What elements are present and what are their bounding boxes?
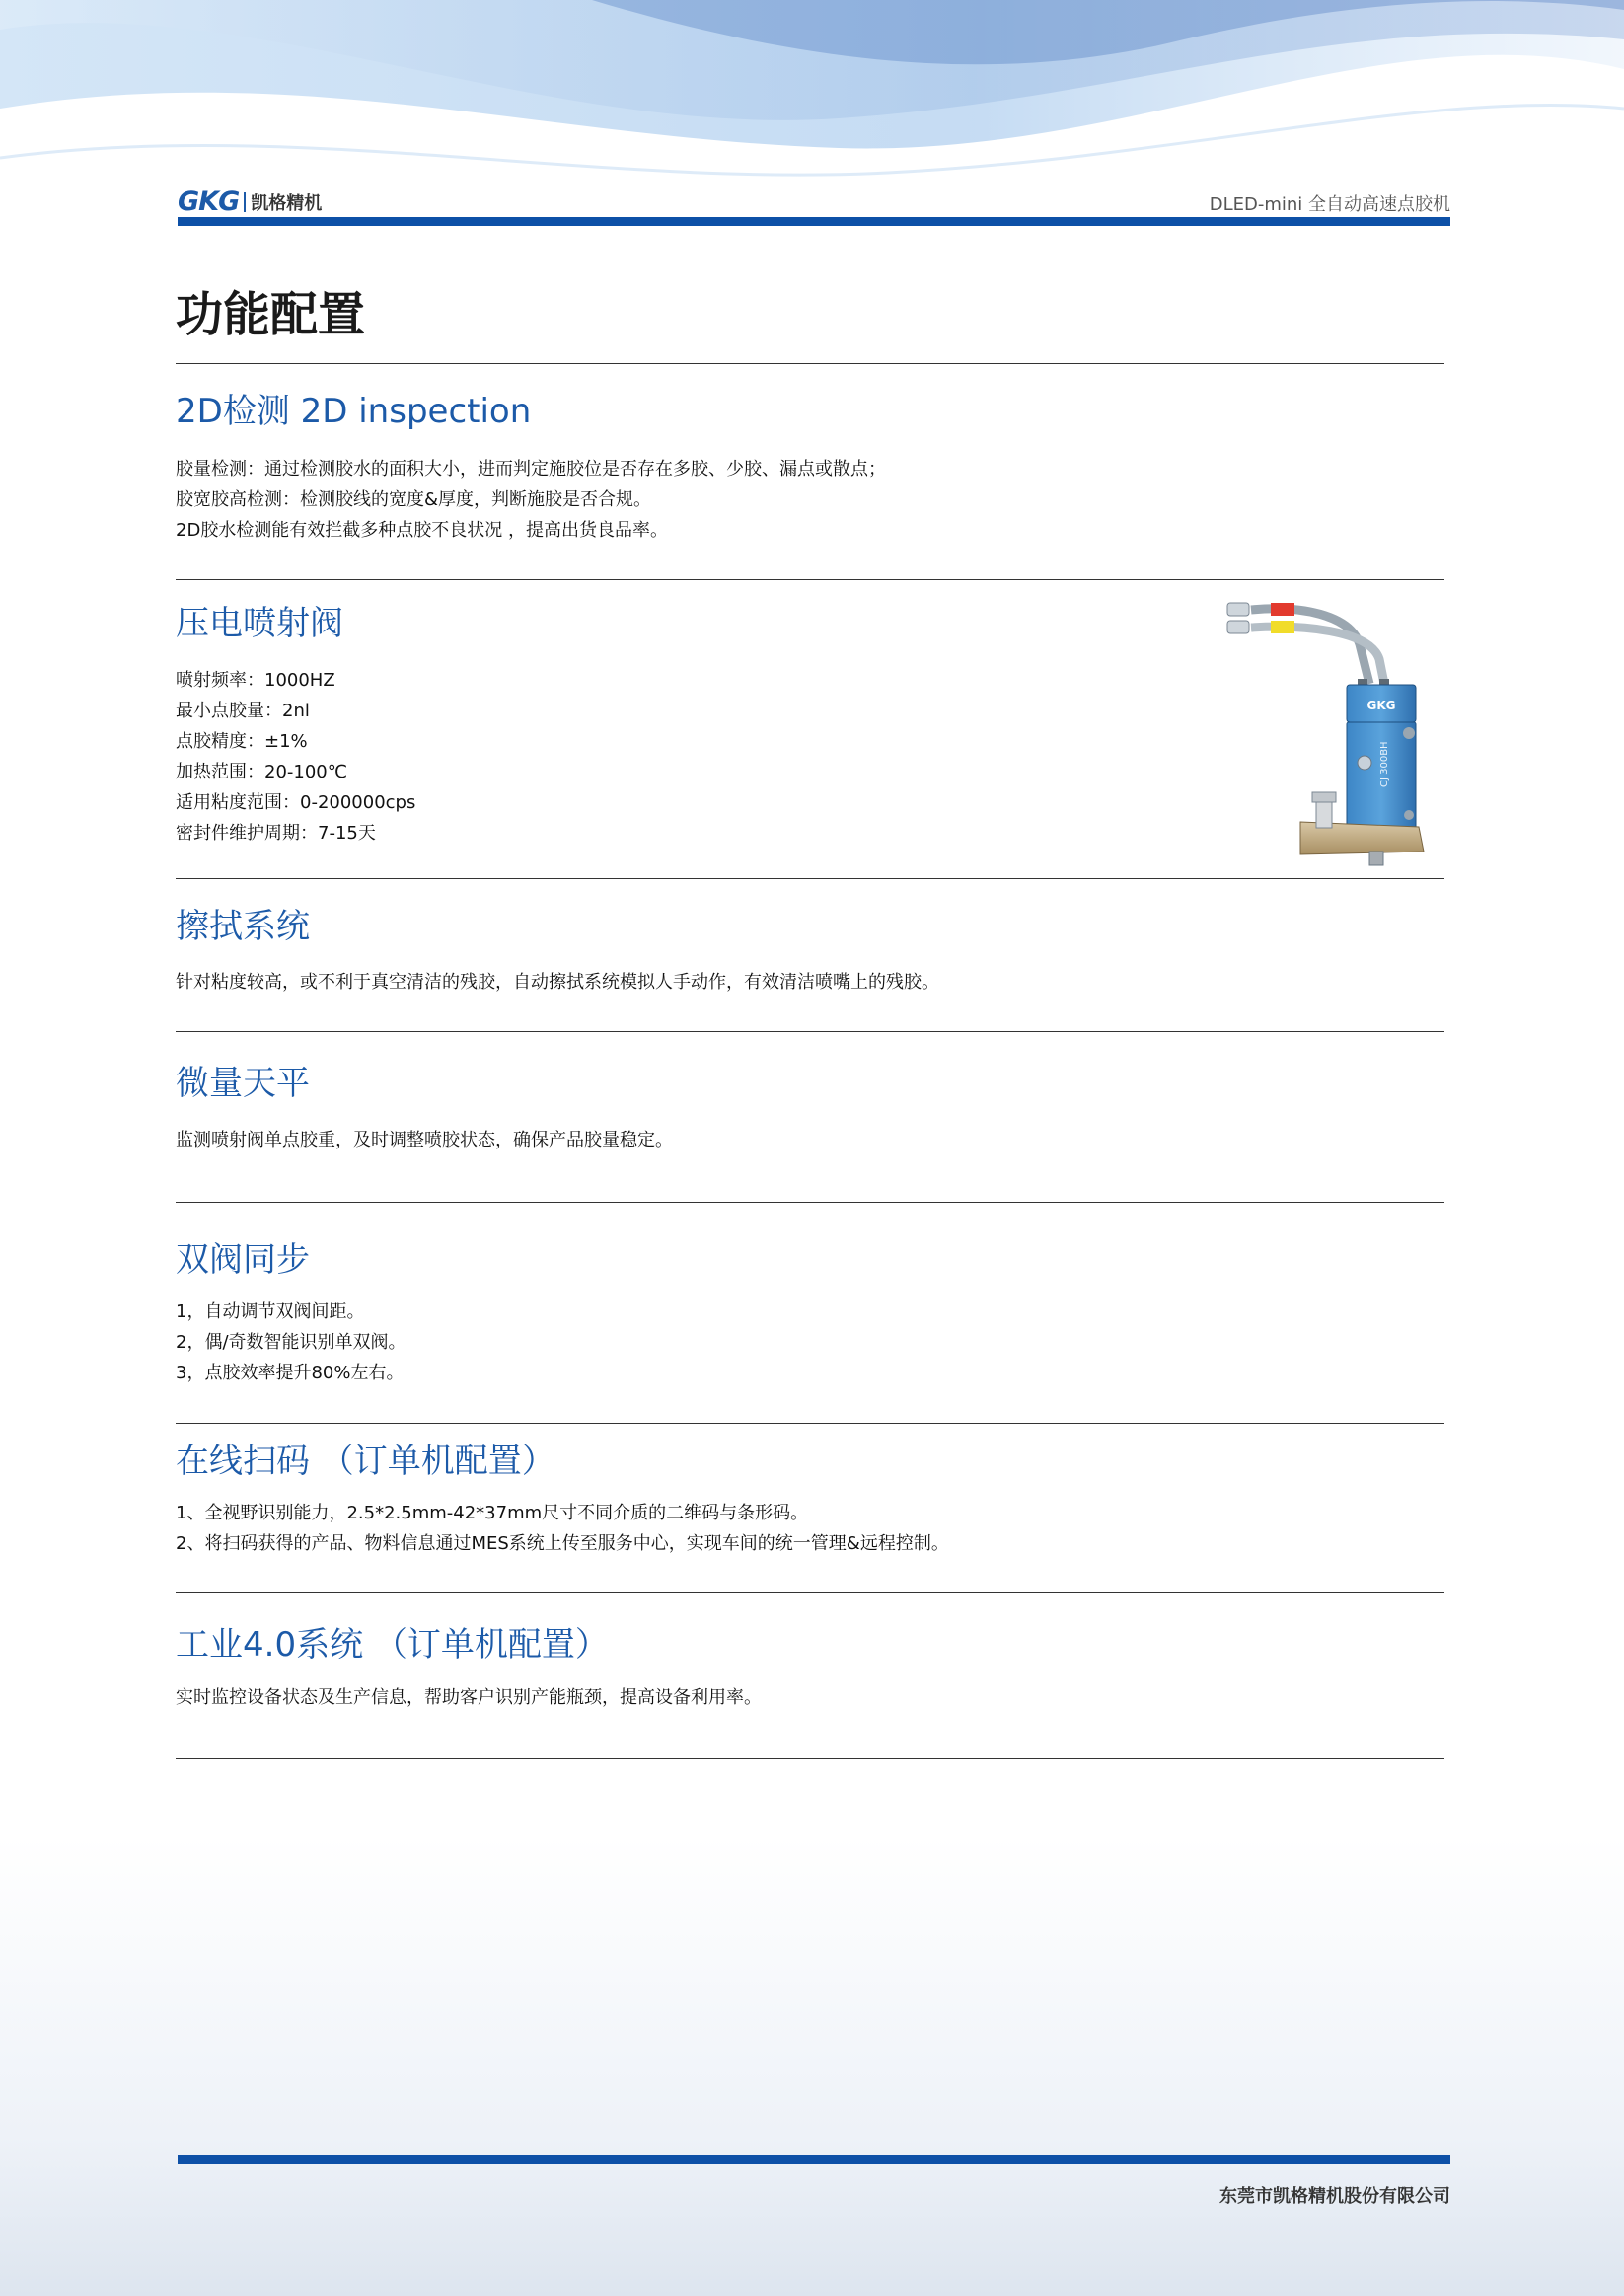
section-body — [176, 454, 1444, 546]
section-line: 1、全视野识别能力，2.5*2.5mm-42*37mm尺寸不同介质的二维码与条形码。 — [176, 1503, 809, 1523]
footer-rule — [178, 2155, 1450, 2164]
header-rule — [178, 217, 1450, 226]
section-line: 监测喷射阀单点胶重，及时调整喷胶状态，确保产品胶量稳定。 — [176, 1130, 673, 1150]
section-title: 微量天平 — [176, 1064, 310, 1103]
jet-valve-product-image — [1221, 590, 1439, 871]
company-logo — [178, 186, 322, 217]
section-title: 工业4.0系统 （订单机配置） — [176, 1625, 609, 1665]
section-piezo-jet-valve — [176, 579, 1444, 878]
section-dual-valve-sync — [176, 1202, 1444, 1423]
spec-line: 喷射频率：1000HZ — [176, 670, 335, 691]
section-online-scanning — [176, 1423, 1444, 1592]
section-industry-4-system — [176, 1592, 1444, 1759]
section-body — [176, 1296, 1444, 1388]
section-line: 胶量检测：通过检测胶水的面积大小，进而判定施胶位是否存在多胶、少胶、漏点或散点； — [176, 459, 886, 480]
logo-separator — [244, 192, 246, 212]
page-title: 功能配置 — [176, 287, 366, 342]
section-line: 胶宽胶高检测：检测胶线的宽度&厚度，判断施胶是否合规。 — [176, 489, 652, 510]
section-body — [176, 1682, 1444, 1713]
spec-line: 最小点胶量：2nl — [176, 701, 310, 721]
section-wiping-system — [176, 878, 1444, 1031]
section-line: 1，自动调节双阀间距。 — [176, 1301, 365, 1322]
section-line: 2、将扫码获得的产品、物料信息通过MES系统上传至服务中心，实现车间的统一管理&远程控制。 — [176, 1533, 949, 1554]
section-body — [176, 1498, 1444, 1559]
section-title: 在线扫码 （订单机配置） — [176, 1442, 555, 1481]
section-line: 3，点胶效率提升80%左右。 — [176, 1363, 405, 1383]
document-model-title: DLED-mini 全自动高速点胶机 — [1209, 194, 1450, 215]
logo-chinese-name: 凯格精机 — [251, 192, 323, 214]
section-body — [176, 967, 1444, 998]
section-line: 实时监控设备状态及生产信息，帮助客户识别产能瓶颈，提高设备利用率。 — [176, 1687, 762, 1708]
section-body — [176, 1125, 1444, 1155]
header-bar — [178, 183, 1450, 222]
section-line: 2D胶水检测能有效拦截多种点胶不良状况 ，提高出货良品率。 — [176, 520, 669, 541]
section-title: 擦拭系统 — [176, 907, 310, 946]
valve-brand-label: GKG — [1366, 699, 1396, 712]
spec-line: 密封件维护周期：7-15天 — [176, 823, 376, 844]
feature-list — [176, 363, 1444, 1759]
section-line: 针对粘度较高，或不利于真空清洁的残胶，自动擦拭系统模拟人手动作，有效清洁喷嘴上的残胶。 — [176, 972, 939, 993]
section-title: 压电喷射阀 — [176, 604, 343, 643]
footer-company-name: 东莞市凯格精机股份有限公司 — [1219, 2186, 1450, 2207]
section-micro-balance — [176, 1031, 1444, 1202]
valve-model-label: CJ 300BH — [1379, 741, 1390, 787]
section-line: 2，偶/奇数智能识别单双阀。 — [176, 1332, 406, 1353]
spec-line: 适用粘度范围：0-200000cps — [176, 792, 416, 813]
logo-mark: GKG — [178, 186, 240, 217]
section-title: 2D检测 2D inspection — [176, 392, 532, 431]
section-title: 双阀同步 — [176, 1240, 310, 1280]
spec-line: 加热范围：20-100℃ — [176, 762, 347, 782]
spec-line: 点胶精度：±1% — [176, 731, 308, 752]
section-2d-inspection — [176, 363, 1444, 579]
